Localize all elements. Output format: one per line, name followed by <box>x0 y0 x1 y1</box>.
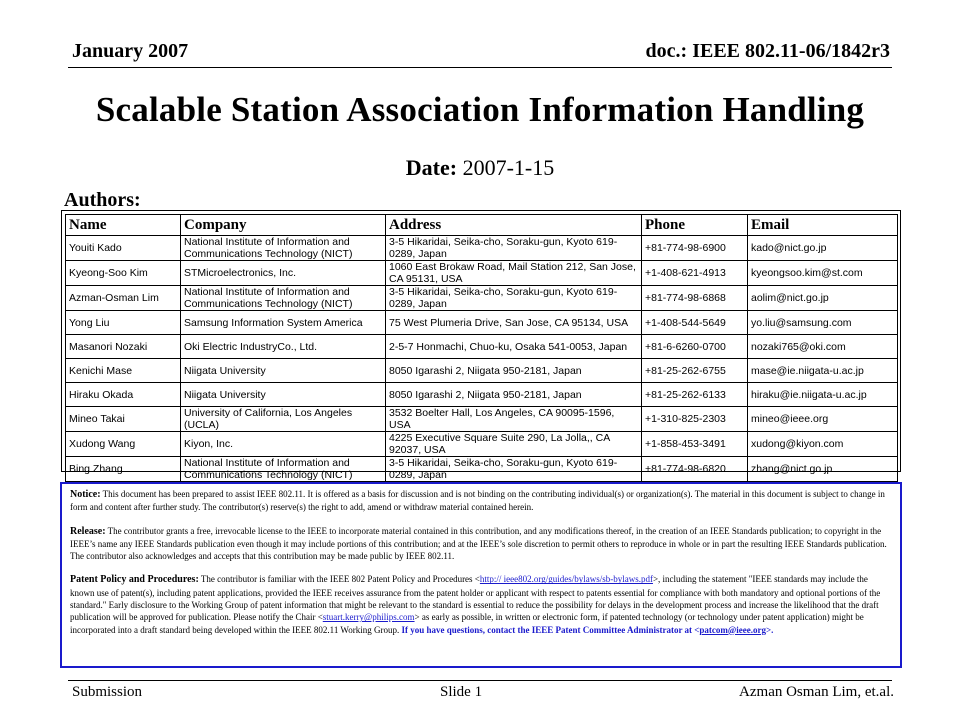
col-header-email: Email <box>748 215 898 236</box>
cell-phone: +81-6-6260-0700 <box>642 335 748 359</box>
cell-name: Mineo Takai <box>66 407 181 432</box>
cell-name: Xudong Wang <box>66 432 181 457</box>
cell-email: zhang@nict.go.jp <box>748 457 898 482</box>
cell-company: National Institute of Information and Communications Technology (NICT) <box>181 236 386 261</box>
footer-submission: Submission <box>72 684 143 700</box>
cell-name: Azman-Osman Lim <box>66 286 181 311</box>
cell-address: 4225 Executive Square Suite 290, La Jolla,, CA 92037, USA <box>386 432 642 457</box>
cell-phone: +81-774-98-6900 <box>642 236 748 261</box>
cell-phone: +1-408-544-5649 <box>642 311 748 335</box>
cell-address: 3532 Boelter Hall, Los Angeles, CA 90095-1596, USA <box>386 407 642 432</box>
col-header-company: Company <box>181 215 386 236</box>
patent-paragraph <box>70 573 892 635</box>
cell-company: National Institute of Information and Communications Technology (NICT) <box>181 457 386 482</box>
cell-phone: +81-25-262-6133 <box>642 383 748 407</box>
table-row <box>66 359 898 383</box>
cell-name: Hiraku Okada <box>66 383 181 407</box>
cell-phone: +81-774-98-6820 <box>642 457 748 482</box>
cell-address: 3-5 Hikaridai, Seika-cho, Soraku-gun, Kyoto 619-0289, Japan <box>386 236 642 261</box>
table-row <box>66 383 898 407</box>
cell-company: University of California, Los Angeles (UCLA) <box>181 407 386 432</box>
cell-address: 3-5 Hikaridai, Seika-cho, Soraku-gun, Kyoto 619-0289, Japan <box>386 286 642 311</box>
date-label: Date: <box>405 155 458 180</box>
cell-name: Kenichi Mase <box>66 359 181 383</box>
cell-name: Kyeong-Soo Kim <box>66 261 181 286</box>
patent-text-3: > as early as possible, in written or electronic form, if patented technology (or technology under patent application) might be incorporated into a draft standard being developed within the IEEE 802.11 Working Group. <box>70 612 864 635</box>
authors-label: Authors: <box>64 189 141 211</box>
cell-company: Oki Electric IndustryCo., Ltd. <box>181 335 386 359</box>
table-row <box>66 286 898 311</box>
table-row <box>66 236 898 261</box>
release-label: Release: <box>70 525 106 537</box>
col-header-phone: Phone <box>642 215 748 236</box>
patent-contact-text: If you have questions, contact the IEEE Patent Committee Administrator at < <box>401 624 700 635</box>
cell-phone: +1-858-453-3491 <box>642 432 748 457</box>
cell-email: kyeongsoo.kim@st.com <box>748 261 898 286</box>
authors-table <box>65 214 898 482</box>
table-header-row <box>66 215 898 236</box>
bylaws-link[interactable]: http:// ieee802.org/guides/bylaws/sb-bylaws.pdf <box>479 574 653 585</box>
table-row <box>66 311 898 335</box>
notice-text: This document has been prepared to assist IEEE 802.11. It is offered as a basis for discussion and is not binding on the contributing individual(s) or organization(s). The material in this document is subject to change in form and content after further study. The contributor(s) reserve(s) the right to add, amend or withdraw material contained herein. <box>70 489 885 513</box>
cell-company: Niigata University <box>181 383 386 407</box>
cell-address: 75 West Plumeria Drive, San Jose, CA 95134, USA <box>386 311 642 335</box>
col-header-name: Name <box>66 215 181 236</box>
cell-email: aolim@nict.go.jp <box>748 286 898 311</box>
notice-label: Notice: <box>70 489 101 500</box>
patcom-email-link[interactable]: patcom@ieee.org <box>699 624 767 635</box>
date-value: 2007-1-15 <box>462 155 555 180</box>
cell-address: 2-5-7 Honmachi, Chuo-ku, Osaka 541-0053, Japan <box>386 335 642 359</box>
notice-box <box>60 482 902 668</box>
footer-slide-number: Slide 1 <box>440 684 483 700</box>
cell-phone: +1-408-621-4913 <box>642 261 748 286</box>
cell-email: kado@nict.go.jp <box>748 236 898 261</box>
patent-label: Patent Policy and Procedures: <box>70 574 199 586</box>
slide-title: Scalable Station Association Information Handling <box>95 90 865 129</box>
table-row <box>66 335 898 359</box>
cell-email: nozaki765@oki.com <box>748 335 898 359</box>
col-header-address: Address <box>386 215 642 236</box>
cell-company: Niigata University <box>181 359 386 383</box>
cell-address: 8050 Igarashi 2, Niigata 950-2181, Japan <box>386 383 642 407</box>
cell-phone: +1-310-825-2303 <box>642 407 748 432</box>
patent-contact-end: >. <box>766 624 774 635</box>
release-paragraph <box>70 525 892 563</box>
cell-address: 1060 East Brokaw Road, Mail Station 212, San Jose, CA 95131, USA <box>386 261 642 286</box>
cell-address: 3-5 Hikaridai, Seika-cho, Soraku-gun, Kyoto 619-0289, Japan <box>386 457 642 482</box>
footer-authors: Azman Osman Lim, et.al. <box>739 684 894 700</box>
header-rule <box>68 67 892 68</box>
cell-address: 8050 Igarashi 2, Niigata 950-2181, Japan <box>386 359 642 383</box>
cell-name: Bing Zhang <box>66 457 181 482</box>
table-row <box>66 261 898 286</box>
cell-email: xudong@kiyon.com <box>748 432 898 457</box>
footer-rule <box>68 680 892 681</box>
cell-phone: +81-25-262-6755 <box>642 359 748 383</box>
table-row <box>66 457 898 482</box>
notice-paragraph <box>70 488 892 514</box>
cell-company: Samsung Information System America <box>181 311 386 335</box>
cell-name: Yong Liu <box>66 311 181 335</box>
cell-email: yo.liu@samsung.com <box>748 311 898 335</box>
cell-phone: +81-774-98-6868 <box>642 286 748 311</box>
cell-email: mase@ie.niigata-u.ac.jp <box>748 359 898 383</box>
cell-email: mineo@ieee.org <box>748 407 898 432</box>
table-row <box>66 432 898 457</box>
cell-company: National Institute of Information and Communications Technology (NICT) <box>181 286 386 311</box>
patent-text-2: >, including the statement "IEEE standards may include the known use of patent(s), including patent applications, provided the IEEE receives assurance from the patent holder or applicant with respect to patents essential for compliance with both mandatory and optional portions of the standard." Early disclosure to the Working Group of patent information that might be relevant to the standard is essential to reduce the possibility for delays in the development process and increase the likelihood that the draft publication will be approved for publication. Please notify the Chair < <box>70 574 881 623</box>
table-row <box>66 407 898 432</box>
cell-company: Kiyon, Inc. <box>181 432 386 457</box>
date-line <box>0 155 960 181</box>
patent-text-1: The contributor is familiar with the IEEE 802 Patent Policy and Procedures < <box>200 574 480 585</box>
cell-email: hiraku@ie.niigata-u.ac.jp <box>748 383 898 407</box>
chair-email-link[interactable]: stuart.kerry@philips.com <box>322 612 415 623</box>
header-doc-id: doc.: IEEE 802.11-06/1842r3 <box>645 40 890 62</box>
header-date: January 2007 <box>72 40 189 62</box>
release-text: The contributor grants a free, irrevocable license to the IEEE to incorporate material contained in this contribution, and any modifications thereof, in the creation of an IEEE Standards publication; to copyright in the IEEE’s name any IEEE Standards publication even though it may include portions of this contribution; and at the IEEE’s sole discretion to permit others to reproduce in whole or in part the resulting IEEE Standards publication. The contributor also acknowledges and accepts that this contribution may be made public by IEEE 802.11. <box>70 525 887 562</box>
cell-name: Youiti Kado <box>66 236 181 261</box>
cell-company: STMicroelectronics, Inc. <box>181 261 386 286</box>
cell-name: Masanori Nozaki <box>66 335 181 359</box>
